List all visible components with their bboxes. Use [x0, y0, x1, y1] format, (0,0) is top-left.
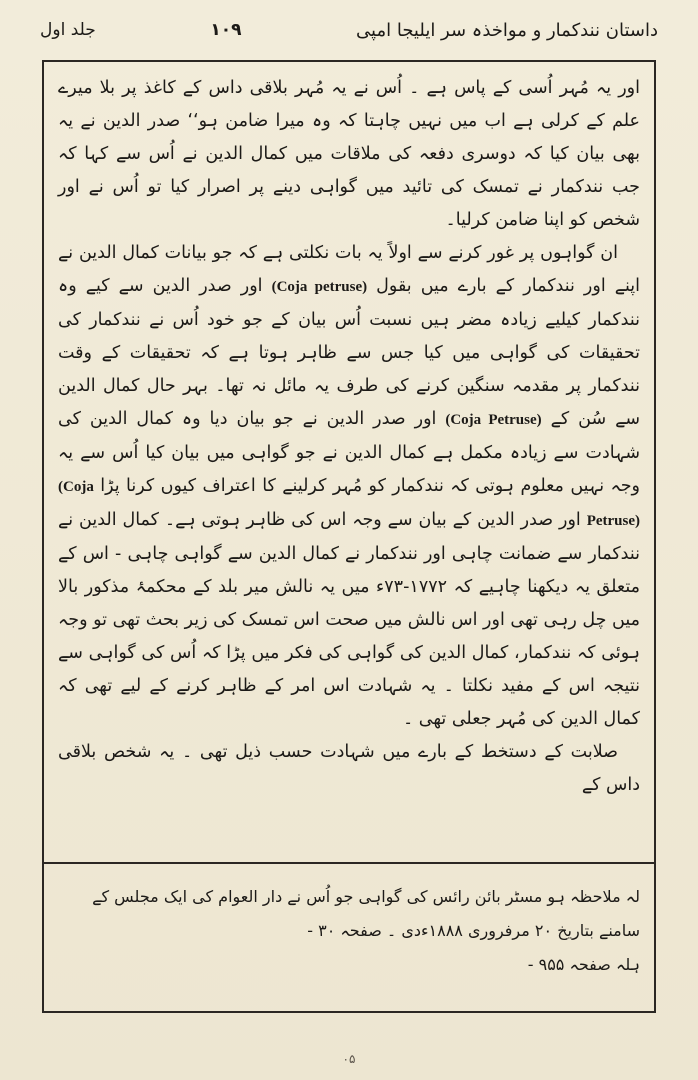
footnote-1-marker: لہ	[625, 887, 640, 906]
paragraph-2-part-a: ان گواہوں پر غور کرنے سے اولاً یہ بات نکلتی ہے کہ جو بیانات کمال الدین نے اپنے اور نندکمار کے بارے میں بقول	[58, 243, 640, 296]
paragraph-2-part-d: اور صدر الدین کے بیان سے وجہ اس کی ظاہر ہوتی ہے۔ کمال الدین نے نندکمار سے ضمانت چاہی اور نندکمار نے کمال الدین سے گواہی چاہی - اس کے متعلق یہ دیکھنا چاہیے کہ ۱۷۷۲-۷۳ء میں یہ نالش میر بلد کے محکمۂ مذکور بالا میں چل رہی تھی اور اس نالش میں صحت اس تمسک کی زیر بحث تھی تو وجہ ہوئی کہ نندکمار، کمال الدین کی گواہی کی فکر میں پڑا کہ اُس کی گواہی سے نتیجہ اس کے مفید نکلتا ۔ یہ شہادت اس امر کے ظاہر کرنے کے لیے تھی کہ کمال الدین کی مُہر جعلی تھی ۔	[58, 510, 640, 729]
text-frame	[42, 60, 656, 1013]
running-title: داستان نندکمار و مواخذہ سر ایلیجا امپی	[356, 19, 658, 41]
paragraph-2	[58, 237, 640, 736]
latin-term-3: (Coja Petruse)	[58, 479, 640, 529]
running-header	[40, 10, 658, 50]
footer-mark: ۰۵	[342, 1052, 356, 1066]
footnote-2-marker: ہلہ	[615, 955, 640, 974]
footnotes	[58, 880, 640, 982]
footnote-divider	[44, 862, 654, 864]
footnote-1-text: ملاحظہ ہو مسٹر بائن رائس کی گواہی جو اُس نے دار العوام کی ایک مجلس کے سامنے بتاریخ ۲۰ مرفروری ۱۸۸۸ءدی ۔ صفحہ ۳۰ -	[92, 887, 640, 940]
footnote-2	[58, 948, 640, 982]
latin-term-2: (Coja Petruse)	[445, 412, 542, 428]
paragraph-3: صلابت کے دستخط کے بارے میں شہادت حسب ذیل تھی ۔ یہ شخص بلاقی داس کے	[58, 742, 640, 795]
paragraph-2-part-b: اور صدر الدین سے کیے وہ نندکمار کیلیے زیادہ مضر ہیں نسبت اُس بیان کے جو خود اُس نے نندکمار کی تحقیقات کی گواہی میں کیا جس سے ظاہر ہوتا ہے کہ تحقیقات کے وقت نندکمار پر مقدمہ سنگین کرنے کی طرف یہ مائل نہ تھا۔ بہر حال کمال الدین سے سُن کے	[58, 276, 640, 429]
paragraph-2-part-c: اور صدر الدین نے جو بیان دیا وہ کمال الدین کی شہادت سے زیادہ مکمل ہے کمال الدین نے جو گواہی میں بیان کیا اُس سے یہ وجہ نہیں معلوم ہوتی کہ نندکمار کو مُہر کرلینے کا اعتراف کیوں کرنا پڑا	[58, 409, 640, 496]
volume-label: جلد اول	[40, 20, 96, 40]
footnote-2-text: صفحہ ۹۵۵ -	[527, 955, 611, 974]
paragraph-1: اور یہ مُہر اُسی کے پاس ہے ۔ اُس نے یہ مُہر بلاقی داس کے کاغذ پر بلا میرے علم کے کرلی ہے اب میں نہیں چاہتا کہ وہ میرا ضامن ہو‘‘ صدر الدین نے یہ بھی بیان کیا کہ دوسری دفعہ کی ملاقات میں کمال الدین نے اُس سے کہا کہ جب نندکمار نے تمسک کی تائید میں گواہی دینے پر اصرار کیا تو اُس نے اور شخص کو اپنا ضامن کرلیا۔	[58, 78, 640, 230]
latin-term-1: (Coja petruse)	[271, 279, 368, 295]
footnote-1	[58, 880, 640, 948]
page-number: ۱۰۹	[210, 20, 242, 40]
main-text	[58, 72, 640, 857]
